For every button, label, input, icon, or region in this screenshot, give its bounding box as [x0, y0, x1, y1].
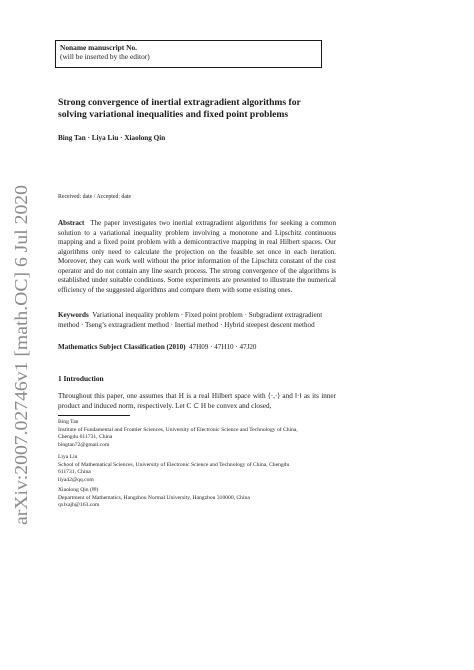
author-list: Bing Tan · Liya Liu · Xiaolong Qin [58, 134, 166, 142]
msc-label: Mathematics Subject Classification (2010) [58, 343, 186, 351]
subject-classification [58, 343, 256, 351]
abstract-text: The paper investigates two inertial extragradient algorithms for seeking a common solution to a variational inequality problem involving a monotone and Lipschitz continuous mapping and a fixed point problem with a demicontractive mapping in real Hilbert spaces. Our algorithms only need to calculate the projection on the feasible set once in each iteration. Moreover, they can work well without the prior information of the Lipschitz constant of the cost operator and do not contain any line search process. The strong convergence of the algorithms is established under suitable conditions. Some experiments are presented to illustrate the numerical efficiency of the suggested algorithms and compare them with some existing ones. [58, 219, 337, 294]
affiliation-block [58, 419, 338, 449]
manuscript-note: (will be inserted by the editor) [60, 52, 150, 62]
arxiv-id: arXiv:2007.02746v1 [math.OC] 6 Jul 2020 [11, 222, 31, 525]
abstract-label: Abstract [58, 219, 85, 227]
intro-paragraph: Throughout this paper, one assumes that H is a real Hilbert space with ⟨·,·⟩ and ‖·‖ as its inner product and induced norm, respectively. Let C ⊂ H be convex and closed, [58, 392, 336, 410]
affiliation-name: Bing Tan [58, 419, 79, 425]
affiliation-line: 611731, China [58, 469, 91, 476]
affiliation-email[interactable]: liya42@qq.com [58, 476, 94, 483]
affiliation-name: Liya Liu [58, 454, 78, 460]
affiliation-line: School of Mathematical Sciences, University of Electronic Science and Technology of China, Chengdu [58, 461, 290, 468]
manuscript-box [55, 40, 322, 68]
arxiv-stamp [3, 185, 37, 530]
title-line-1: Strong convergence of inertial extragradient algorithms for [58, 97, 301, 108]
affiliation-line: Department of Mathematics, Hangzhou Normal University, Hangzhou 310000, China [58, 494, 250, 501]
keywords-text: Variational inequality problem · Fixed point problem · Subgradient extragradient method · Tseng’s extragradient method · Inertial method · Hybrid steepest descent method [58, 311, 323, 329]
affiliation-email[interactable]: bingtan72@gmail.com [58, 441, 110, 448]
affiliation-line: Chengdu 611731, China [58, 434, 113, 441]
manuscript-label: Noname manuscript No. [60, 43, 137, 52]
paper-title [58, 97, 358, 122]
affiliation-block [58, 454, 338, 484]
abstract [58, 219, 336, 295]
keywords [58, 311, 336, 330]
affiliation-email[interactable]: qxlxajh@163.com [58, 502, 100, 509]
affiliation-block [58, 487, 338, 510]
received-date: Received: date / Accepted: date [58, 194, 132, 200]
msc-codes: 47H09 · 47H10 · 47J20 [189, 343, 257, 351]
keywords-label: Keywords [58, 311, 89, 319]
section-heading: 1 Introduction [58, 374, 104, 383]
affiliation-line: Institute of Fundamental and Frontier Sciences, University of Electronic Science and Technology of China, [58, 426, 298, 433]
affiliation-name: Xiaolong Qin (✉) [58, 487, 99, 493]
title-line-2: solving variational inequalities and fixed point problems [58, 109, 289, 121]
footnote-divider [58, 415, 130, 416]
